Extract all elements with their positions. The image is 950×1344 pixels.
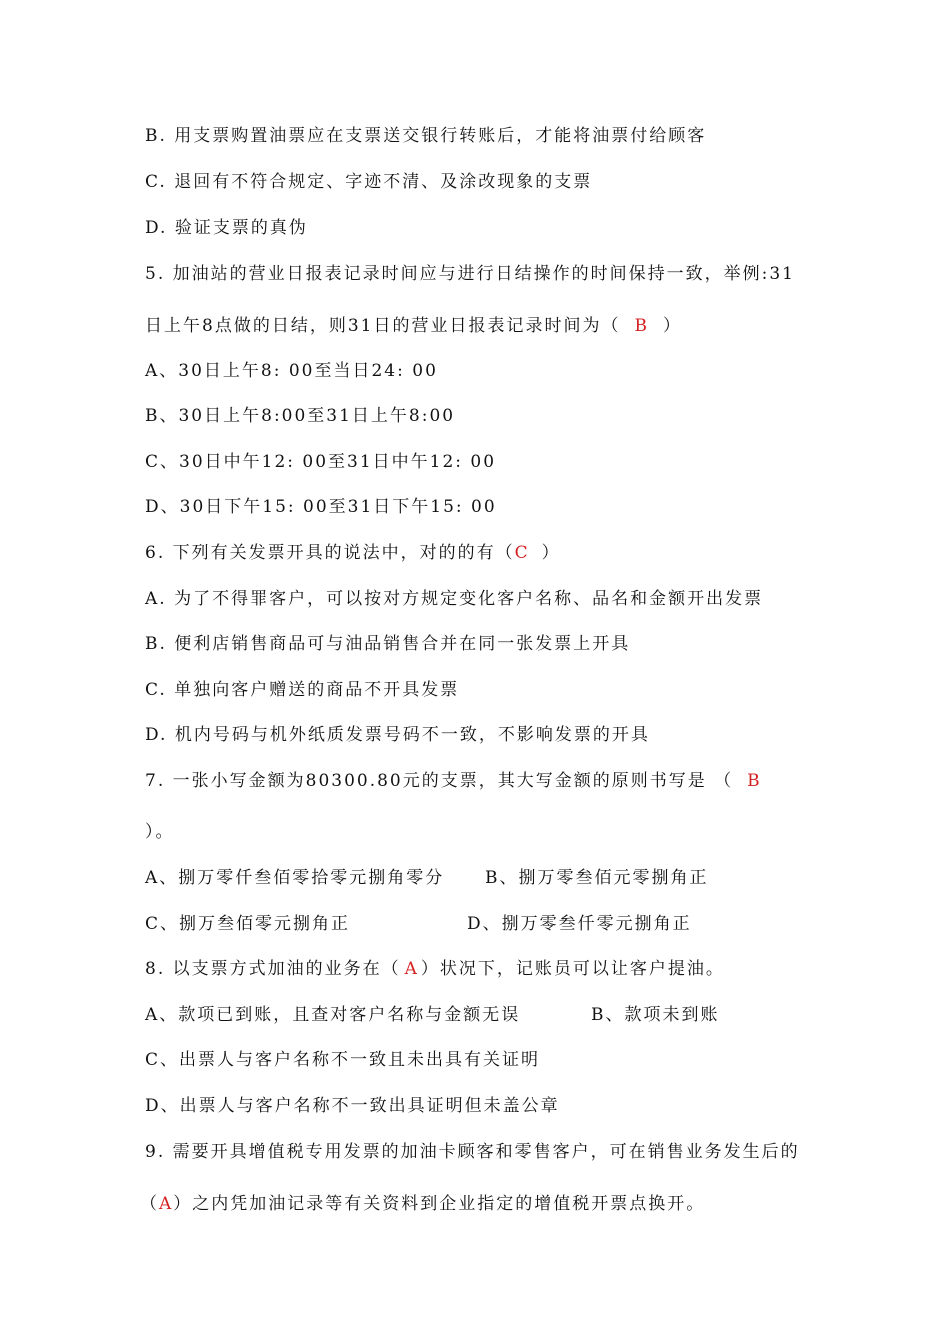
question-9-line-2: （A）之内凭加油记录等有关资料到企业指定的增值税开票点换开。	[140, 1194, 706, 1214]
q6-option-d: D. 机内号码与机外纸质发票号码不一致，不影响发票的开具	[145, 725, 650, 745]
q5-option-a: A、30日上午8: 00至当日24: 00	[145, 361, 438, 381]
question-9-line-1: 9. 需要开具增值税专用发票的加油卡顾客和零售客户，可在销售业务发生后的	[145, 1142, 800, 1162]
q5-option-c: C、30日中午12: 00至31日中午12: 00	[145, 452, 497, 472]
answer-mark: A	[404, 959, 419, 979]
q5-option-d: D、30日下午15: 00至31日下午15: 00	[145, 497, 497, 517]
q5-option-b: B、30日上午8:00至31日上午8:00	[145, 406, 456, 426]
answer-mark: B	[634, 316, 649, 336]
question-7-line-1: 7. 一张小写金额为80300.80元的支票，其大写金额的原则书写是 （ B	[145, 771, 762, 791]
answer-mark: A	[159, 1194, 174, 1214]
question-8-line: 8. 以支票方式加油的业务在（ A ）状况下，记账员可以让客户提油。	[145, 959, 725, 979]
q7-options-ab: A、捌万零仟叁佰零拾零元捌角零分 B、捌万零叁佰元零捌角正	[145, 868, 709, 888]
q8-option-c: C、出票人与客户名称不一致且未出具有关证明	[145, 1050, 541, 1070]
question-6-line: 6. 下列有关发票开具的说法中，对的的有（C ）	[145, 543, 561, 563]
question-5-line-1: 5. 加油站的营业日报表记录时间应与进行日结操作的时间保持一致，举例:31	[145, 264, 795, 284]
q6-option-b: B. 便利店销售商品可与油品销售合并在同一张发票上开具	[145, 634, 631, 654]
q6-option-c: C. 单独向客户赠送的商品不开具发票	[145, 680, 460, 700]
option-c-line: C. 退回有不符合规定、字迹不清、及涂改现象的支票	[145, 172, 593, 192]
answer-mark: C	[514, 543, 530, 563]
q8-options-ab: A、款项已到账，且查对客户名称与金额无误 B、款项未到账	[145, 1005, 720, 1025]
q8-option-d: D、出票人与客户名称不一致出具证明但未盖公章	[145, 1096, 560, 1116]
option-d-line: D. 验证支票的真伪	[145, 218, 308, 238]
question-7-line-2: ）。	[145, 822, 175, 842]
q7-options-cd: C、捌万叁佰零元捌角正 D、捌万零叁仟零元捌角正	[145, 914, 692, 934]
q6-option-a: A. 为了不得罪客户，可以按对方规定变化客户名称、品名和金额开出发票	[145, 589, 764, 609]
option-b-line: B. 用支票购置油票应在支票送交银行转账后，才能将油票付给顾客	[145, 126, 707, 146]
answer-mark: B	[747, 771, 762, 791]
question-5-line-2: 日上午8点做的日结，则31日的营业日报表记录时间为（ B ）	[145, 316, 682, 336]
